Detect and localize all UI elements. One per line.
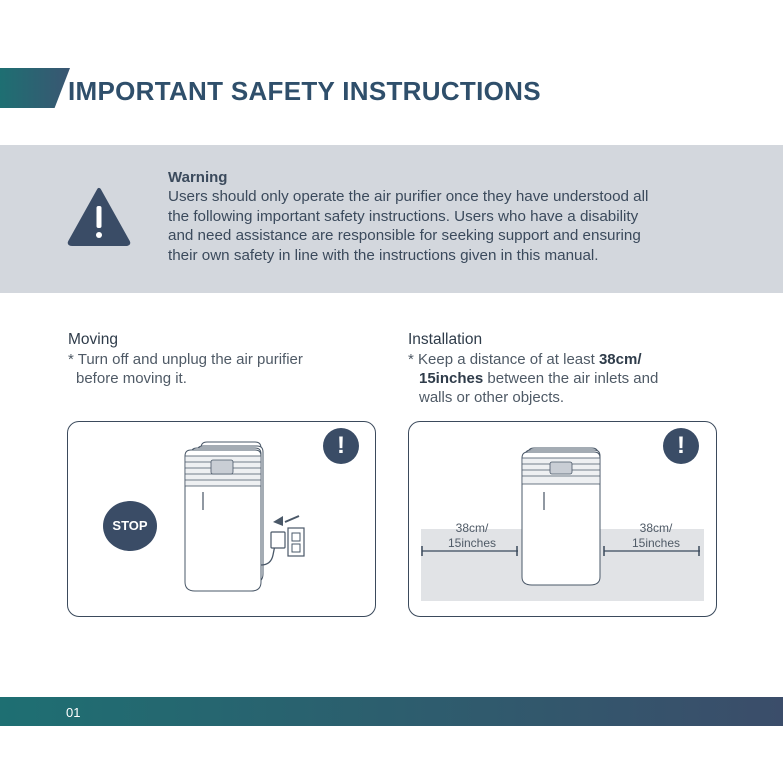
distance-cm: 38cm/	[455, 521, 489, 535]
right-distance-label	[611, 521, 701, 551]
title-accent-bar	[0, 68, 70, 108]
page-number: 01	[66, 705, 81, 720]
distance-inches: 15inches	[447, 536, 497, 550]
warning-heading: Warning	[168, 169, 228, 186]
installation-line	[408, 369, 658, 388]
distance-cm: 38cm/	[639, 521, 673, 535]
installation-line: walls or other objects.	[419, 389, 565, 406]
installation-text	[408, 350, 658, 407]
stop-icon: STOP	[103, 501, 157, 551]
air-purifier-illustration	[510, 440, 610, 590]
moving-line: * Turn off and unplug the air purifier	[68, 351, 303, 368]
alert-icon: !	[663, 428, 699, 464]
installation-title: Installation	[408, 331, 483, 348]
moving-line: before moving it.	[76, 370, 187, 387]
warning-line: their own safety in line with the instructions given in this manual.	[168, 246, 599, 264]
warning-line: the following important safety instructions. Users who have a disability	[168, 207, 639, 225]
alert-icon: !	[323, 428, 359, 464]
warning-text	[168, 187, 758, 265]
moving-title: Moving	[68, 331, 118, 348]
warning-triangle-icon	[66, 186, 132, 248]
footer-bar	[0, 697, 783, 726]
distance-highlight: 38cm/	[598, 351, 642, 368]
air-purifier-unplug-illustration	[175, 440, 315, 615]
distance-inches: 15inches	[631, 536, 681, 550]
left-distance-label	[427, 521, 517, 551]
installation-text-part: between the air inlets and	[483, 370, 659, 387]
moving-text	[68, 350, 303, 388]
warning-line: and need assistance are responsible for seeking support and ensuring	[168, 227, 641, 244]
warning-line: Users should only operate the air purifier once they have understood all	[168, 188, 649, 205]
installation-text-part: * Keep a distance of at least	[408, 351, 599, 368]
distance-highlight: 15inches	[419, 370, 484, 387]
page-title: IMPORTANT SAFETY INSTRUCTIONS	[68, 76, 541, 106]
installation-line	[408, 350, 658, 369]
